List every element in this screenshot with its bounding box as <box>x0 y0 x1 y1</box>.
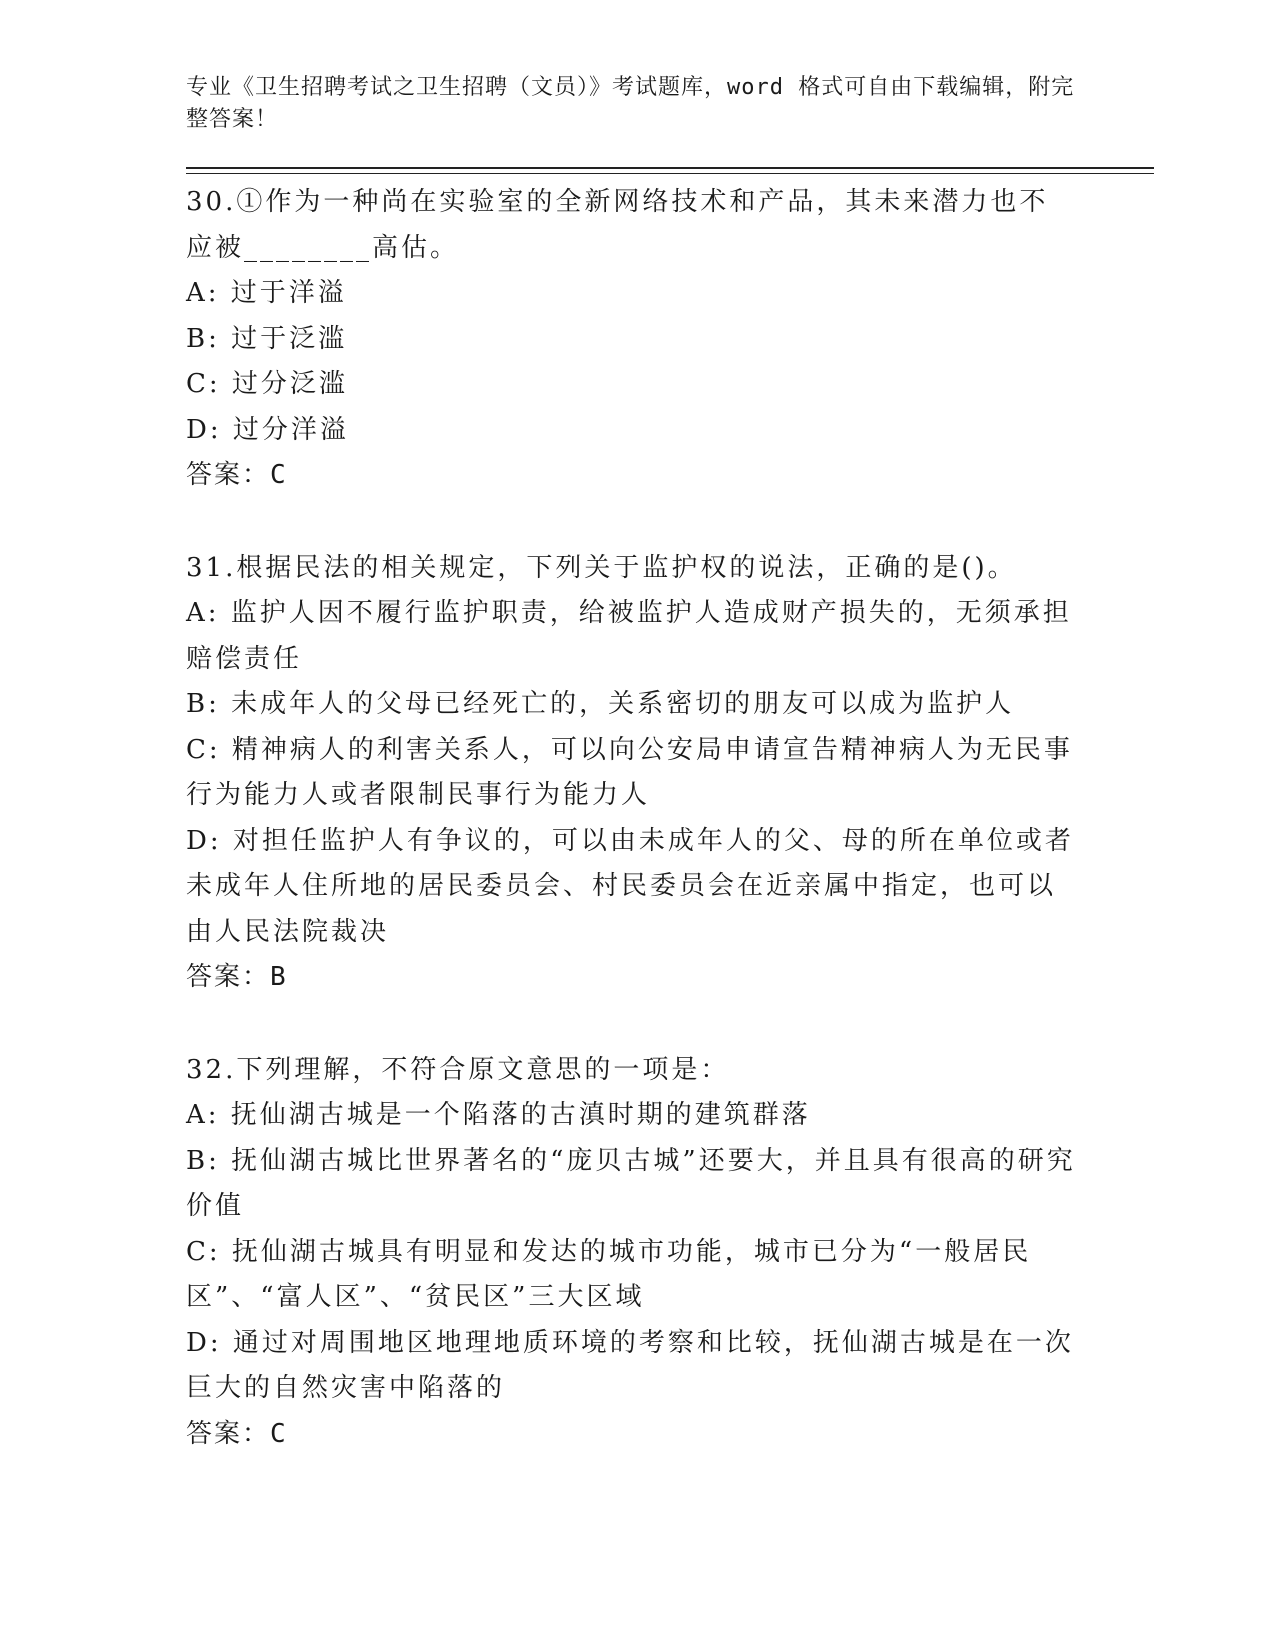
answer-line <box>186 1412 1076 1458</box>
answer-label: 答案： <box>186 460 271 490</box>
header-divider <box>186 167 1154 174</box>
option-a: A: 抚仙湖古城是一个陷落的古滇时期的建筑群落 <box>186 1100 811 1130</box>
question-stem: 31.根据民法的相关规定，下列关于监护权的说法，正确的是()。 <box>186 552 1017 583</box>
answer-line <box>186 453 1076 499</box>
option-d: D: 通过对周围地区地理地质环境的考察和比较，抚仙湖古城是在一次巨大的自然灾害中陷落的 <box>186 1327 1074 1403</box>
answer-value: B <box>270 962 289 992</box>
answer-value: C <box>270 460 289 490</box>
option-d: D: 过分洋溢 <box>186 414 349 445</box>
option-a: A: 过于洋溢 <box>186 278 347 308</box>
question-31 <box>186 546 1076 1001</box>
question-30 <box>186 180 1076 499</box>
option-c: C: 精神病人的利害关系人，可以向公安局申请宣告精神病人为无民事行为能力人或者限制民事行为能力人 <box>186 734 1073 810</box>
option-b: B: 未成年人的父母已经死亡的，关系密切的朋友可以成为监护人 <box>186 689 1015 719</box>
question-32 <box>186 1048 1076 1458</box>
header-note: 专业《卫生招聘考试之卫生招聘（文员）》考试题库，word 格式可自由下载编辑，附完整答案！ <box>186 75 1075 132</box>
option-a: A: 监护人因不履行监护职责，给被监护人造成财产损失的，无须承担赔偿责任 <box>186 598 1072 674</box>
question-stem: 32.下列理解，不符合原文意思的一项是： <box>186 1054 730 1085</box>
option-b: B: 抚仙湖古城比世界著名的“庞贝古城”还要大，并且具有很高的研究价值 <box>186 1145 1076 1221</box>
option-d: D: 对担任监护人有争议的，可以由未成年人的父、母的所在单位或者未成年人住所地的居民委员会、村民委员会在近亲属中指定，也可以由人民法院裁决 <box>186 825 1074 947</box>
option-c: C: 过分泛滥 <box>186 369 348 399</box>
question-stem: 30.①作为一种尚在实验室的全新网络技术和产品，其未来潜力也不应被________高估。 <box>186 187 1049 263</box>
answer-value: C <box>270 1418 289 1449</box>
option-c: C: 抚仙湖古城具有明显和发达的城市功能，城市已分为“一般居民区”、“富人区”、“贫民区”三大区域 <box>186 1236 1032 1312</box>
answer-label: 答案： <box>186 1418 271 1449</box>
option-b: B: 过于泛滥 <box>186 323 348 354</box>
answer-label: 答案： <box>186 962 271 992</box>
answer-line <box>186 955 1076 1001</box>
document-page <box>186 72 1156 1457</box>
